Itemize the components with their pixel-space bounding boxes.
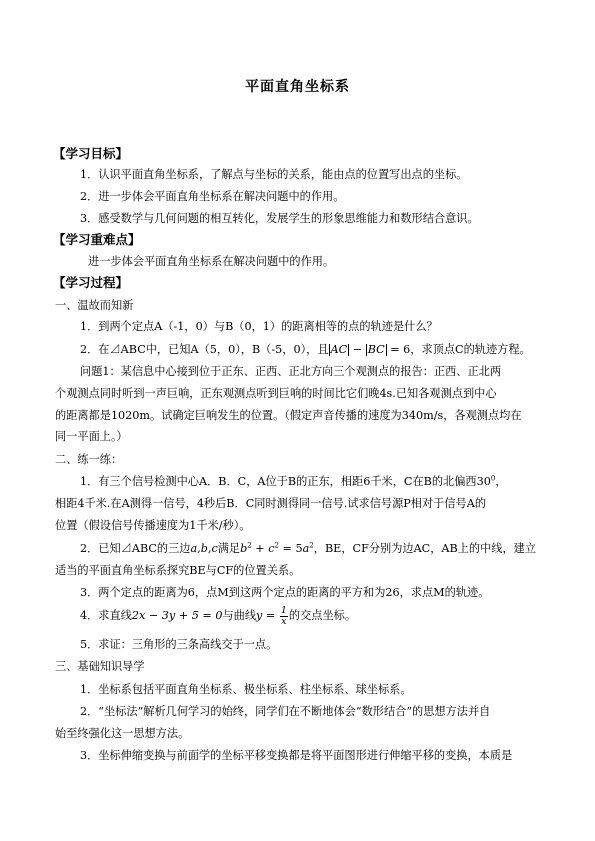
problem-1-line-3: 的距离都是1020m。试确定巨响发生的位置。（假定声音传播的速度为340m/s，各观测点均在 xyxy=(55,409,522,422)
abs-bc: BC xyxy=(367,343,385,356)
square-superscript: 2 xyxy=(274,541,279,550)
math-a: a xyxy=(302,542,310,555)
part-3-heading: 三、基础知识导学 xyxy=(55,660,145,673)
text-segment: ， xyxy=(495,475,507,488)
part-2-question-1-line-2: 相距4千米.在A测得一信号，4秒后B．C同时测得同一信号.试求信号源P相对于信号A的 xyxy=(55,497,487,510)
math-operator: − xyxy=(349,343,366,356)
part-2-question-3: 3．两个定点的距离为6，点M到这两个定点的距离的平方和为26，求点M的轨迹。 xyxy=(80,586,490,599)
math-y: y = xyxy=(256,609,279,622)
key-point-1: 进一步体会平面直角坐标系在解决问题中的作用。 xyxy=(88,255,335,268)
page-title: 平面直角坐标系 xyxy=(245,79,350,95)
degree-superscript: 0 xyxy=(490,474,496,483)
part-3-item-3-line-1: 3．坐标伸缩变换与前面学的坐标平移变换都是将平面图形进行伸缩平移的变换，本质是 xyxy=(80,749,513,762)
part-2-heading: 二、练一练： xyxy=(55,453,123,466)
goal-1: 1．认识平面直角坐标系，了解点与坐标的关系，能由点的位置写出点的坐标。 xyxy=(80,168,468,181)
square-superscript: 2 xyxy=(247,541,252,550)
section-key-points: 【学习重难点】 xyxy=(53,232,141,247)
text-segment: 与曲线 xyxy=(222,609,257,622)
section-learning-process: 【学习过程】 xyxy=(53,275,129,290)
square-superscript: 2 xyxy=(309,541,314,550)
math-operator: + xyxy=(251,542,269,555)
math-b: b xyxy=(240,542,248,555)
text-segment: 2．已知⊿ABC的三边 xyxy=(80,542,191,555)
math-vars: a,b,c xyxy=(190,542,218,555)
math-equals: = 5 xyxy=(279,542,303,555)
text-segment: 2．在⊿ABC中，已知A（5，0），B（-5，0），且 xyxy=(80,343,329,356)
abs-ac: AC xyxy=(330,343,348,356)
goal-2: 2．进一步体会平面直角坐标系在解决问题中的作用。 xyxy=(80,190,345,203)
problem-1-line-4: 同一平面上。） xyxy=(55,430,128,443)
goal-3: 3．感受数学与几何问题的相互转化，发展学生的形象思维能力和数形结合意识。 xyxy=(80,212,479,225)
part-2-question-1-line-1 xyxy=(80,474,570,490)
part-2-question-2-line-2: 适当的平面直角坐标系探究BE与CF的位置关系。 xyxy=(55,564,301,577)
part-2-question-4 xyxy=(80,604,570,628)
part-1-question-2 xyxy=(80,342,570,358)
part-2-question-2-line-1 xyxy=(80,541,570,557)
part-1-heading: 一、温故而知新 xyxy=(55,299,134,312)
problem-1-line-1: 问题1：某信息中心接到位于正东、正西、正北方向三个观测点的报告：正西、正北两 xyxy=(80,365,502,378)
math-c: c xyxy=(268,542,275,555)
text-segment: 4．求直线 xyxy=(80,609,132,622)
math-line-equation: 2x − 3y + 5 = 0 xyxy=(131,609,223,622)
fraction-numerator: 1 xyxy=(280,604,287,616)
section-learning-goals: 【学习目标】 xyxy=(53,146,129,161)
problem-1-line-2: 个观测点同时听到一声巨响，正东观测点听到巨响的时间比它们晚4s.已知各观测点到中心 xyxy=(55,387,497,400)
fraction-denominator: x xyxy=(281,615,287,627)
text-segment: 1．有三个信号检测中心A．B．C，A位于B的正东，相距6千米，C在B的北偏西30 xyxy=(80,475,491,488)
text-segment: 的交点坐标。 xyxy=(288,609,357,622)
part-3-item-2-line-1: 2．“坐标法”解析几何学习的始终，同学们在不断地体会“数形结合”的思想方法并自 xyxy=(80,705,491,718)
part-2-question-5: 5．求证：三角形的三条高线交于一点。 xyxy=(80,638,278,651)
part-3-item-2-line-2: 始至终强化这一思想方法。 xyxy=(55,727,190,740)
text-segment: ，求顶点C的轨迹方程。 xyxy=(410,343,531,356)
fraction xyxy=(280,606,288,627)
text-segment: ，BE，CF分别为边AC，AB上的中线，建立 xyxy=(313,542,537,555)
math-equals: = 6 xyxy=(386,343,411,356)
part-2-question-1-line-3: 位置（假设信号传播速度为1千米/秒）。 xyxy=(55,519,251,532)
part-1-question-1: 1．到两个定点A（-1，0）与B（0，1）的距离相等的点的轨迹是什么？ xyxy=(80,320,438,333)
part-3-item-1: 1．坐标系包括平面直角坐标系、极坐标系、柱坐标系、球坐标系。 xyxy=(80,683,412,696)
text-segment: 满足 xyxy=(217,542,241,555)
